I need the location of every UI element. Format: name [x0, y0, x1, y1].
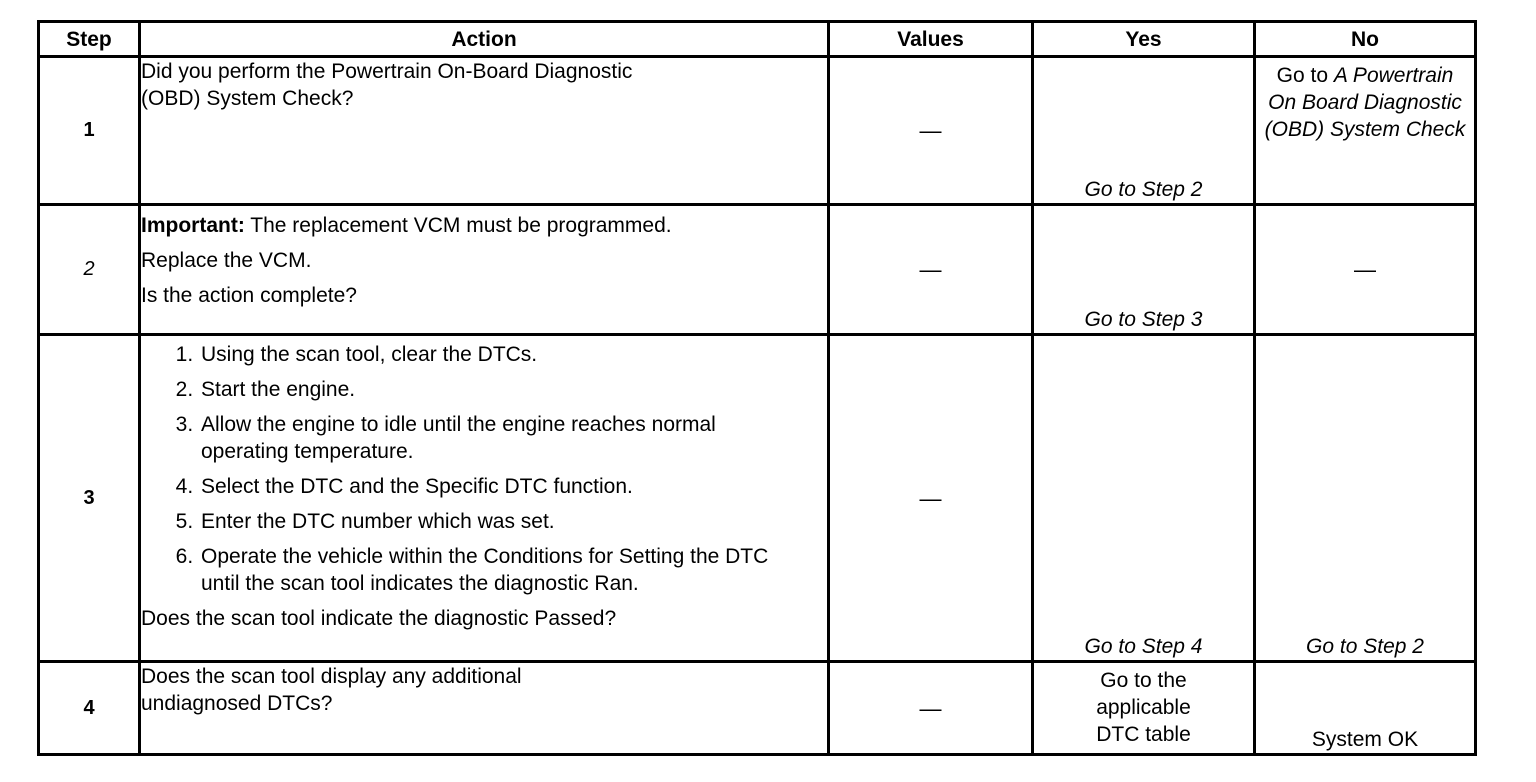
- list-item: 3. Allow the engine to idle until the engine reaches normal operating temperature.: [199, 411, 761, 465]
- step-number: 3: [39, 335, 140, 662]
- diagnostic-table: [37, 20, 1477, 756]
- header-row: [39, 22, 1476, 57]
- header-no: No: [1255, 22, 1476, 57]
- action-line: Replace the VCM.: [141, 249, 312, 272]
- step-number: 1: [39, 57, 140, 205]
- action-question: Is the action complete?: [141, 284, 357, 307]
- table-row: [39, 335, 1476, 662]
- list-item: 2. Start the engine.: [199, 376, 827, 403]
- no-result: System OK: [1255, 662, 1476, 755]
- no-target: A Powertrain On Board Diagnostic (OBD) System Check: [1264, 64, 1466, 141]
- action-text: Did you perform the Powertrain On-Board Diagnostic (OBD) System Check?: [141, 60, 633, 110]
- table-row: [39, 662, 1476, 755]
- action-cell: [140, 57, 829, 205]
- no-link[interactable]: [1255, 57, 1476, 205]
- values-cell: —: [829, 205, 1033, 335]
- header-action: Action: [140, 22, 829, 57]
- table-row: [39, 205, 1476, 335]
- list-item: 6. Operate the vehicle within the Conditions for Setting the DTC until the scan tool indicates the diagnostic Ran.: [199, 543, 801, 597]
- yes-link[interactable]: Go to the applicable DTC table: [1033, 662, 1255, 755]
- step-number: 4: [39, 662, 140, 755]
- yes-link[interactable]: Go to Step 4: [1033, 335, 1255, 662]
- yes-link[interactable]: Go to Step 3: [1033, 205, 1255, 335]
- no-cell: —: [1255, 205, 1476, 335]
- action-cell: [140, 335, 829, 662]
- action-question: Does the scan tool indicate the diagnostic Passed?: [141, 607, 617, 630]
- header-yes: Yes: [1033, 22, 1255, 57]
- values-cell: —: [829, 662, 1033, 755]
- header-values: Values: [829, 22, 1033, 57]
- yes-link[interactable]: Go to Step 2: [1033, 57, 1255, 205]
- important-label: Important:: [141, 214, 245, 237]
- values-cell: —: [829, 57, 1033, 205]
- action-cell: [140, 205, 829, 335]
- action-cell: [140, 662, 829, 755]
- table-row: [39, 57, 1476, 205]
- important-note: [141, 212, 827, 239]
- values-cell: —: [829, 335, 1033, 662]
- step-number: 2: [39, 205, 140, 335]
- action-text: Does the scan tool display any additional undiagnosed DTCs?: [141, 665, 522, 715]
- header-step: Step: [39, 22, 140, 57]
- important-text: The replacement VCM must be programmed.: [244, 214, 672, 237]
- no-prefix: Go to: [1276, 64, 1334, 87]
- no-link[interactable]: Go to Step 2: [1255, 335, 1476, 662]
- list-item: 1. Using the scan tool, clear the DTCs.: [199, 341, 827, 368]
- list-item: 5. Enter the DTC number which was set.: [199, 508, 827, 535]
- list-item: 4. Select the DTC and the Specific DTC function.: [199, 473, 827, 500]
- procedure-list: [141, 341, 827, 597]
